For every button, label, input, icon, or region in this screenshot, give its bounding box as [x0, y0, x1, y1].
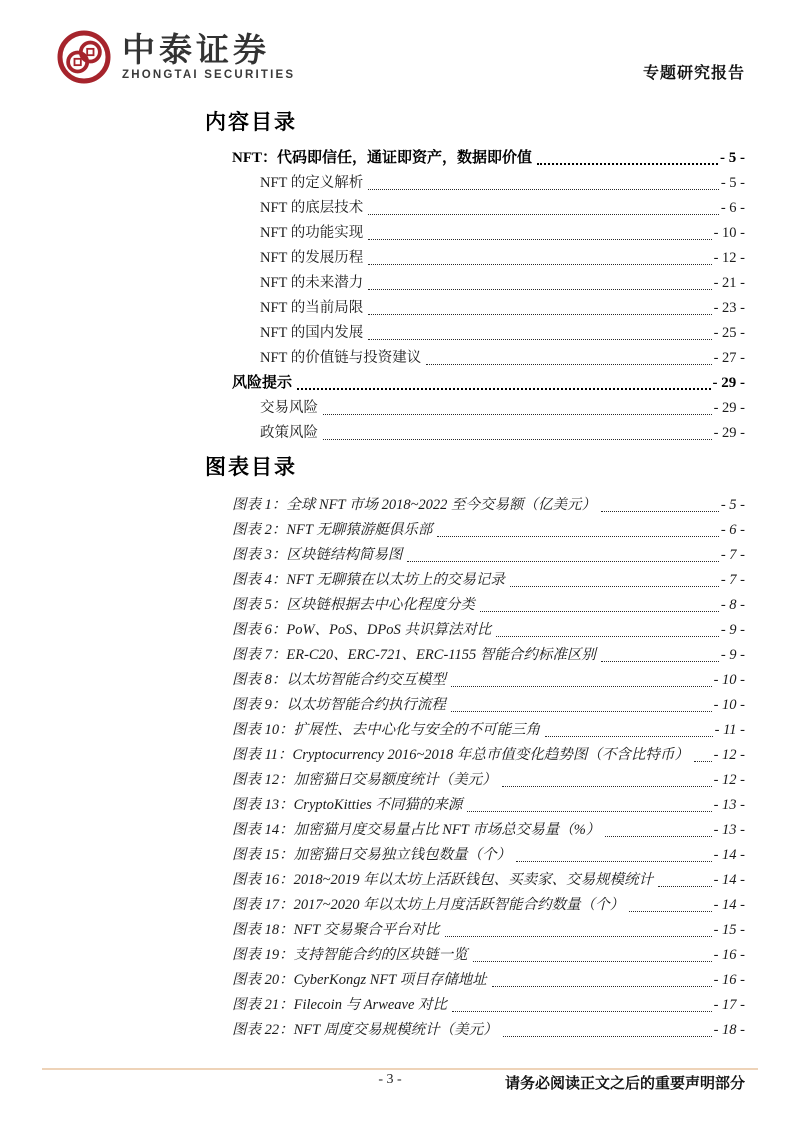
dotted-leader [368, 314, 711, 315]
dotted-leader [451, 686, 712, 687]
figure-toc-entry[interactable] [232, 568, 745, 593]
toc-entry[interactable] [232, 146, 745, 171]
entry-label: 图表 10：扩展性、去中心化与安全的不可能三角 [232, 722, 541, 738]
zhongtai-logo-icon [55, 28, 113, 86]
figure-toc-entry[interactable] [232, 493, 745, 518]
entry-label: 图表 12：加密猫日交易额度统计（美元） [232, 772, 497, 788]
entry-label: 图表 19：支持智能合约的区块链一览 [232, 947, 468, 963]
figures-directory-heading: 图表目录 [205, 455, 297, 479]
entry-label: NFT 的国内发展 [260, 325, 364, 341]
entry-page-number: - 5 - [720, 175, 745, 191]
figure-toc-entry[interactable] [232, 818, 745, 843]
entry-label: 图表 22：NFT 周度交易规模统计（美元） [232, 1022, 498, 1038]
figure-toc-entry[interactable] [232, 668, 745, 693]
entry-page-number: - 16 - [713, 972, 745, 988]
dotted-leader [605, 836, 711, 837]
figure-toc-entry[interactable] [232, 843, 745, 868]
entry-page-number: - 9 - [720, 622, 745, 638]
dotted-leader [445, 936, 712, 937]
toc-entry[interactable] [260, 421, 745, 446]
brand-block [55, 28, 745, 86]
entry-label: 图表 4：NFT 无聊猿在以太坊上的交易记录 [232, 572, 505, 588]
dotted-leader [467, 811, 711, 812]
entry-label: 图表 1：全球 NFT 市场 2018~2022 至今交易额（亿美元） [232, 497, 597, 513]
figure-toc-entry[interactable] [232, 943, 745, 968]
entry-page-number: - 10 - [713, 225, 745, 241]
entry-page-number: - 11 - [714, 722, 745, 738]
figures-directory-list [205, 493, 745, 1043]
dotted-leader [323, 414, 712, 415]
entry-label: NFT 的价值链与投资建议 [260, 350, 422, 366]
entry-page-number: - 16 - [713, 947, 745, 963]
entry-label: 图表 2：NFT 无聊猿游艇俱乐部 [232, 522, 433, 538]
toc-entry[interactable] [260, 396, 745, 421]
figure-toc-entry[interactable] [232, 893, 745, 918]
entry-page-number: - 21 - [713, 275, 745, 291]
brand-name-en: ZHONGTAI SECURITIES [122, 69, 296, 82]
entry-page-number: - 10 - [713, 697, 745, 713]
figure-toc-entry[interactable] [232, 618, 745, 643]
entry-label: 图表 21：Filecoin 与 Arweave 对比 [232, 997, 448, 1013]
entry-page-number: - 10 - [713, 672, 745, 688]
entry-label: NFT 的发展历程 [260, 250, 364, 266]
figure-toc-entry[interactable] [232, 1018, 745, 1043]
dotted-leader [601, 661, 719, 662]
page-header [55, 28, 745, 86]
entry-label: NFT 的未来潜力 [260, 275, 364, 291]
dotted-leader [492, 986, 712, 987]
dotted-leader [510, 586, 719, 587]
entry-page-number: - 13 - [713, 797, 745, 813]
figure-toc-entry[interactable] [232, 793, 745, 818]
entry-page-number: - 6 - [720, 522, 745, 538]
dotted-leader [496, 636, 718, 637]
entry-label: NFT：代码即信任，通证即资产，数据即价值 [232, 150, 533, 166]
entry-label: 图表 7：ER-C20、ERC-721、ERC-1155 智能合约标准区别 [232, 647, 596, 663]
entry-label: 风险提示 [232, 375, 293, 391]
figure-toc-entry[interactable] [232, 968, 745, 993]
entry-page-number: - 5 - [720, 150, 745, 166]
dotted-leader [537, 163, 718, 165]
entry-page-number: - 9 - [720, 647, 745, 663]
dotted-leader [368, 189, 719, 190]
entry-label: 图表 17：2017~2020 年以太坊上月度活跃智能合约数量（个） [232, 897, 625, 913]
entry-label: 图表 8：以太坊智能合约交互模型 [232, 672, 446, 688]
figure-toc-entry[interactable] [232, 543, 745, 568]
figure-toc-entry[interactable] [232, 743, 745, 768]
dotted-leader [368, 289, 711, 290]
dotted-leader [426, 364, 711, 365]
entry-page-number: - 12 - [713, 772, 745, 788]
toc-entry[interactable] [260, 246, 745, 271]
footer-page-number: - 3 - [378, 1072, 402, 1087]
entry-label: 图表 16：2018~2019 年以太坊上活跃钱包、买卖家、交易规模统计 [232, 872, 654, 888]
entry-page-number: - 14 - [713, 847, 745, 863]
entry-label: 图表 6：PoW、PoS、DPoS 共识算法对比 [232, 622, 492, 638]
dotted-leader [473, 961, 712, 962]
figure-toc-entry[interactable] [232, 993, 745, 1018]
entry-page-number: - 12 - [713, 747, 745, 763]
dotted-leader [601, 511, 719, 512]
entry-page-number: - 29 - [713, 400, 745, 416]
entry-label: NFT 的定义解析 [260, 175, 364, 191]
figure-toc-entry[interactable] [232, 593, 745, 618]
dotted-leader [368, 214, 719, 215]
entry-page-number: - 7 - [720, 572, 745, 588]
toc-entry[interactable] [260, 196, 745, 221]
toc-entry[interactable] [260, 171, 745, 196]
entry-page-number: - 29 - [712, 375, 745, 391]
brand-text [122, 30, 296, 82]
dotted-leader [297, 388, 710, 390]
toc-entry[interactable] [260, 271, 745, 296]
dotted-leader [368, 339, 711, 340]
footer-divider [42, 1068, 758, 1070]
entry-page-number: - 15 - [713, 922, 745, 938]
dotted-leader [437, 536, 718, 537]
dotted-leader [323, 439, 712, 440]
footer-disclaimer: 请务必阅读正文之后的重要声明部分 [504, 1076, 745, 1092]
entry-page-number: - 14 - [713, 897, 745, 913]
contents-directory-heading: 内容目录 [205, 110, 297, 134]
entry-page-number: - 6 - [720, 200, 745, 216]
dotted-leader [545, 736, 713, 737]
dotted-leader [516, 861, 711, 862]
entry-label: 图表 13：CryptoKitties 不同猫的来源 [232, 797, 463, 813]
figure-toc-entry[interactable] [232, 518, 745, 543]
entry-page-number: - 8 - [720, 597, 745, 613]
contents-directory-list [205, 146, 745, 446]
figure-toc-entry[interactable] [232, 768, 745, 793]
entry-label: 图表 20：CyberKongz NFT 项目存储地址 [232, 972, 487, 988]
entry-page-number: - 25 - [713, 325, 745, 341]
dotted-leader [368, 239, 711, 240]
figure-toc-entry[interactable] [232, 718, 745, 743]
brand-name-cn: 中泰证券 [122, 30, 270, 68]
entry-label: NFT 的底层技术 [260, 200, 364, 216]
figure-toc-entry[interactable] [232, 918, 745, 943]
entry-label: 图表 9：以太坊智能合约执行流程 [232, 697, 446, 713]
dotted-leader [452, 1011, 712, 1012]
dotted-leader [694, 761, 712, 762]
dotted-leader [658, 886, 711, 887]
dotted-leader [502, 786, 712, 787]
entry-page-number: - 12 - [713, 250, 745, 266]
entry-page-number: - 29 - [713, 425, 745, 441]
entry-page-number: - 17 - [713, 997, 745, 1013]
dotted-leader [503, 1036, 712, 1037]
entry-label: NFT 的功能实现 [260, 225, 364, 241]
entry-page-number: - 7 - [720, 547, 745, 563]
figure-toc-entry[interactable] [232, 868, 745, 893]
entry-label: 交易风险 [260, 400, 318, 416]
toc-entry[interactable] [260, 321, 745, 346]
dotted-leader [629, 911, 711, 912]
dotted-leader [407, 561, 718, 562]
figure-toc-entry[interactable] [232, 643, 745, 668]
entry-page-number: - 13 - [713, 822, 745, 838]
dotted-leader [451, 711, 712, 712]
entry-page-number: - 14 - [713, 872, 745, 888]
entry-label: 图表 18：NFT 交易聚合平台对比 [232, 922, 440, 938]
dotted-leader [480, 611, 719, 612]
entry-label: 图表 3：区块链结构简易图 [232, 547, 403, 563]
entry-label: 图表 14：加密猫月度交易量占比 NFT 市场总交易量（%） [232, 822, 601, 838]
report-type-label: 专题研究报告 [642, 65, 745, 82]
entry-page-number: - 18 - [713, 1022, 745, 1038]
entry-label: 图表 15：加密猫日交易独立钱包数量（个） [232, 847, 512, 863]
entry-label: 图表 5：区块链根据去中心化程度分类 [232, 597, 475, 613]
toc-entry[interactable] [260, 346, 745, 371]
toc-entry[interactable] [232, 371, 745, 396]
entry-label: 图表 11：Cryptocurrency 2016~2018 年总市值变化趋势图（不含比特币） [232, 747, 689, 763]
entry-label: 政策风险 [260, 425, 318, 441]
dotted-leader [368, 264, 711, 265]
entry-label: NFT 的当前局限 [260, 300, 364, 316]
entry-page-number: - 5 - [720, 497, 745, 513]
entry-page-number: - 23 - [713, 300, 745, 316]
toc-entry[interactable] [260, 221, 745, 246]
entry-page-number: - 27 - [713, 350, 745, 366]
figure-toc-entry[interactable] [232, 693, 745, 718]
toc-entry[interactable] [260, 296, 745, 321]
